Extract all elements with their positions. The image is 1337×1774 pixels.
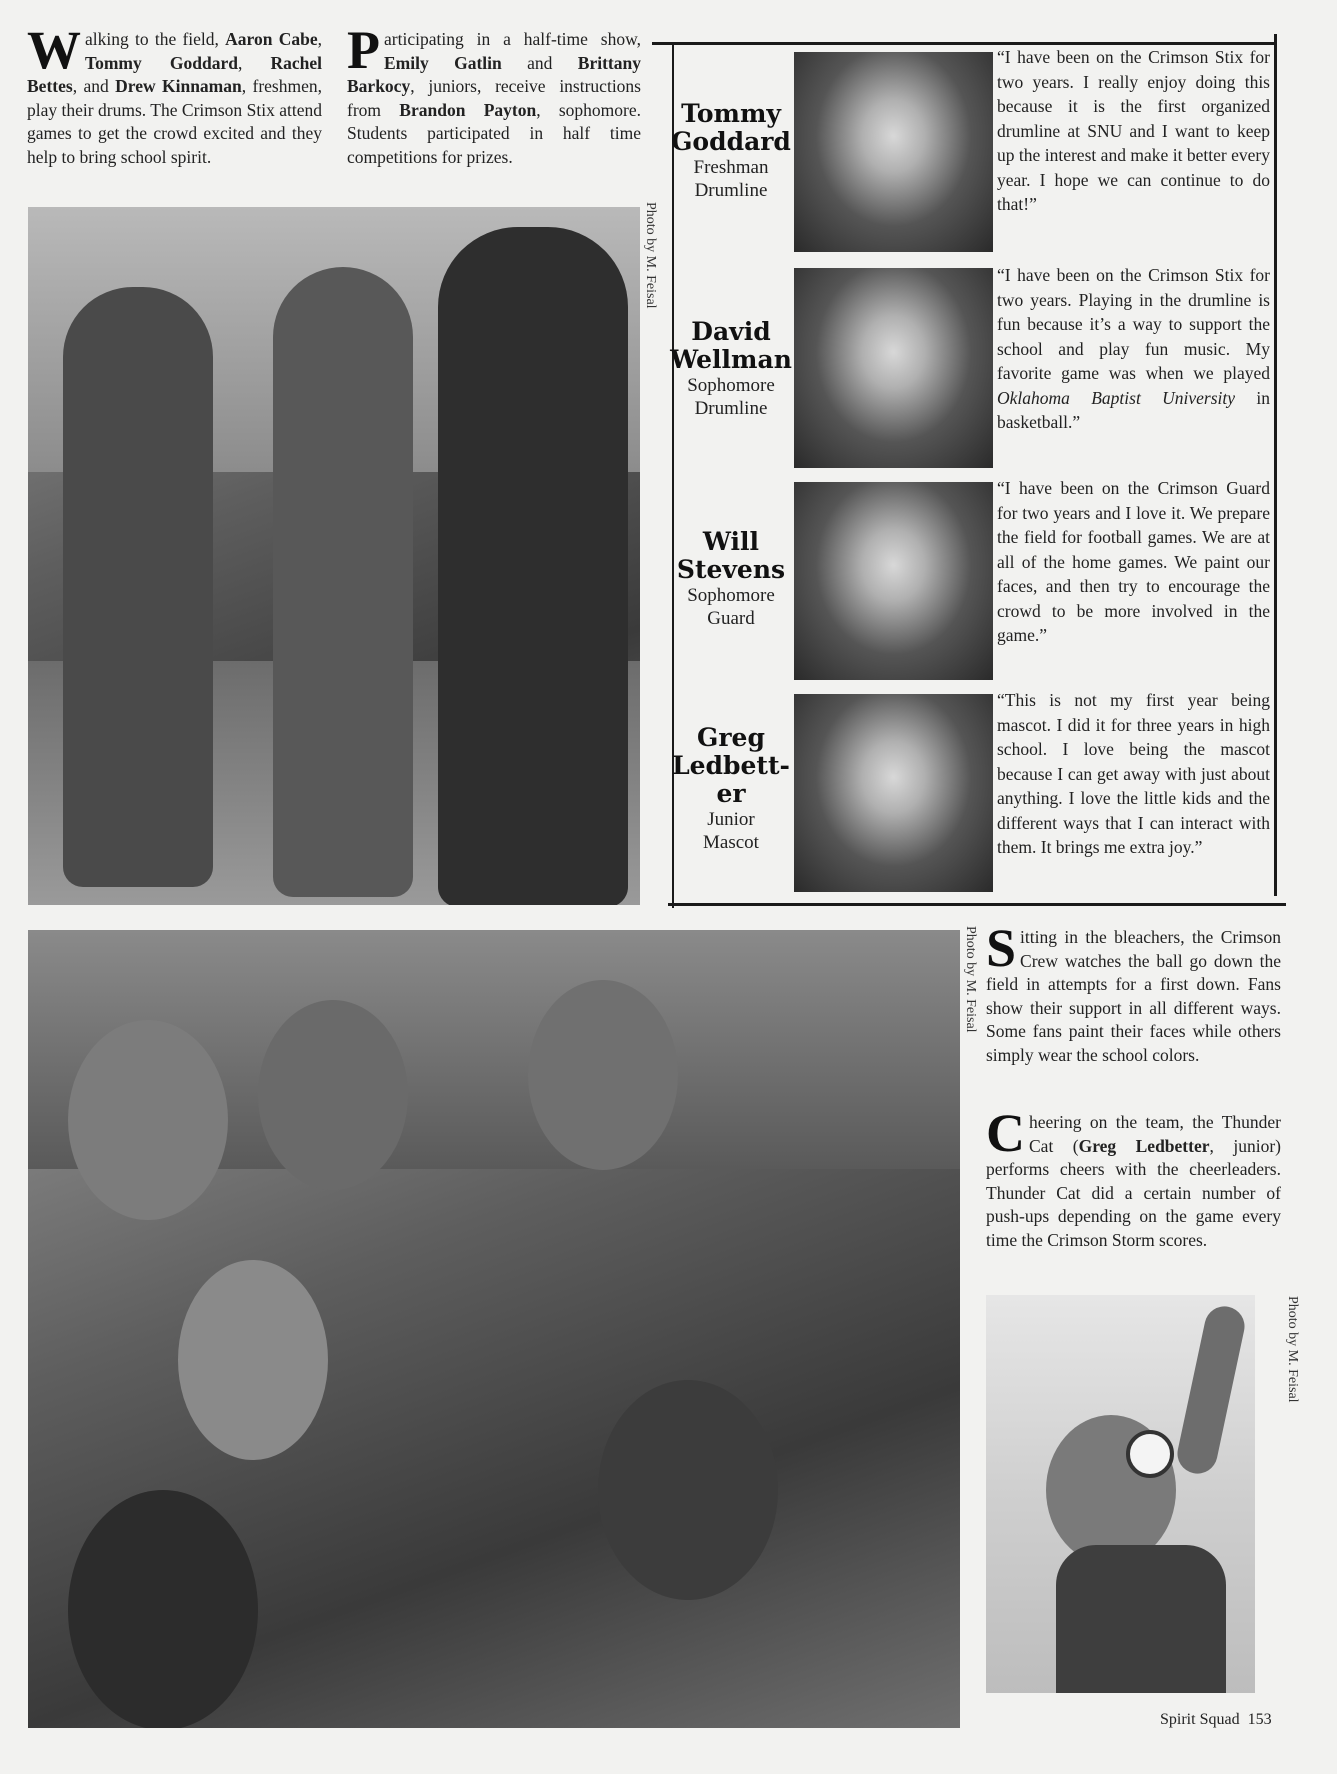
profile-tommy-goddard [668,100,794,202]
drumline-caption: W alking to the field, Aaron Cabe, Tommy Goddard, Rachel Bettes, and Drew Kinnaman, freshmen, play their drums. The Crimson Stix attend games to get the crowd excited and they help to bring school spirit. [27,20,322,167]
quote-will-stevens: “I have been on the Crimson Guard for two years and I love it. We prepare the field for football games. We are at all of the home games. We paint our faces, and then try to encourage the crowd to be more involved in the game.” [997,478,1270,645]
footer-page-number: 153 [1247,1711,1272,1728]
profile-role: Mascot [703,832,759,853]
profile-role: Drumline [694,398,768,419]
dropcap-c: C [986,1103,1025,1163]
name-greg-ledbetter: Greg Ledbetter [1078,1135,1210,1156]
quote-david-wellman: “I have been on the Crimson Stix for two years. Playing in the drumline is fun because it’s a way to support the school and play fun music. My favorite game was when we played Oklahoma Baptist University in basketball.” [997,265,1270,432]
name-drew-kinnaman: Drew Kinnaman [115,76,242,96]
portrait-tommy-goddard [794,52,993,252]
dropcap-w: W [27,20,81,80]
profile-name-line2: Stevens [676,555,786,584]
name-brittany-barkocy: Brittany Barkocy [347,52,641,96]
page-footer [1160,1711,1272,1729]
thundercat-caption: C heering on the team, the Thunder Cat (Greg Ledbetter, junior) performs cheers with the cheerleaders. Thunder Cat did a certain number of push-ups depending on the game every time the Crimson Storm scores. [986,1103,1281,1250]
bleachers-photo [28,930,960,1728]
profile-name-line2: Wellman [670,345,792,374]
profile-name-line2: Ledbett- [672,751,790,780]
photo-credit-bleachers: Photo by M. Feisal [963,926,978,1033]
profile-class: Freshman [693,157,769,178]
name-aaron-cabe: Aaron Cabe [225,29,318,49]
profile-will-stevens [668,528,794,630]
profile-class: Sophomore [687,375,775,396]
portrait-will-stevens [794,482,993,680]
profile-name-line1: Greg [697,723,765,752]
quote-greg-ledbetter: “This is not my first year being mascot. I did it for three years in high school. I love being the mascot because I can get away with just about anything. I love the little kids and the different ways that I can interact with them. It brings me extra joy.” [997,690,1270,857]
profile-name-line1: Tommy [681,99,781,128]
quote-italic-school: Oklahoma Baptist University [997,387,1236,408]
bleachers-caption: S itting in the bleachers, the Crimson Crew watches the ball go down the field in attempts for a first down. Fans show their support in all different ways. Some fans paint their faces while others simply wear the school colors. [986,918,1281,1065]
name-tommy-goddard: Tommy Goddard [85,52,238,73]
mascot-photo [986,1295,1255,1693]
profile-role: Drumline [694,180,768,201]
profile-name-line3: er [716,779,746,808]
name-rachel-bettes: Rachel Bettes [27,52,322,96]
quote-tommy-goddard: “I have been on the Crimson Stix for two years. I really enjoy doing this because it is the first organized drumline at SNU and I want to keep up the interest and make it better every year. I hope we can continue to do that!” [997,47,1270,214]
profile-greg-ledbetter [668,724,794,854]
profile-name-line1: David [691,317,771,346]
dropcap-s: S [986,918,1017,978]
profile-name-line2: Goddard [671,127,791,156]
halftime-caption: P articipating in a half-time show, Emily Gatlin and Brittany Barkocy, juniors, receive instructions from Brandon Payton, sophomore. Students participated in half time competitions for prizes. [347,20,641,167]
halftime-photo [28,207,640,905]
profile-class: Sophomore [687,585,775,606]
portrait-david-wellman [794,268,993,468]
profile-david-wellman [668,318,794,420]
profiles-bottom-rule [668,903,1286,906]
profile-class: Junior [707,809,755,830]
photo-credit-top: Photo by M. Feisal [643,202,658,309]
photo-credit-mascot: Photo by M. Feisal [1285,1296,1300,1403]
footer-section: Spirit Squad [1160,1711,1240,1728]
profiles-right-rule [1274,34,1277,896]
name-brandon-payton: Brandon Payton [399,99,537,120]
portrait-greg-ledbetter [794,694,993,892]
profile-role: Guard [707,608,755,629]
name-emily-gatlin: Emily Gatlin [384,52,502,73]
profile-name-line1: Will [702,527,760,556]
dropcap-p: P [347,20,380,80]
